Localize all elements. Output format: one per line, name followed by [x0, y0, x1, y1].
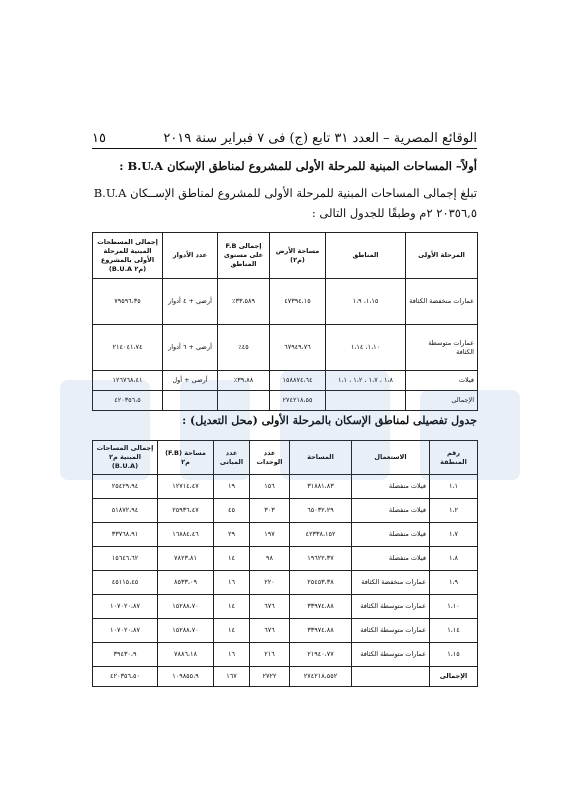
table-row: [93, 619, 478, 643]
table-cell: عمارات متوسطة الكثافة: [352, 643, 430, 667]
table-cell: ٢٩: [214, 523, 250, 547]
table-cell: [326, 391, 406, 411]
table-row: [93, 325, 478, 371]
table-cell: ١٦: [214, 643, 250, 667]
table-cell: ٤٥: [214, 499, 250, 523]
table-header-cell: عدد الوحدات: [250, 441, 290, 475]
table-cell: ١٥٨٨٧٤،٦٤: [270, 371, 326, 391]
table-cell: ١،٧: [430, 523, 478, 547]
table-cell: ١،٨ ، ١،٧ ، ١،٢ ، ١،١: [326, 371, 406, 391]
table-row: [93, 595, 478, 619]
table-cell: ١٠٧٠٢٠،٨٧: [93, 595, 158, 619]
table-cell: ١٠٩٨٥٥،٩: [158, 667, 214, 687]
table-cell: ٧٨٨٦،١٨: [158, 643, 214, 667]
table-row: [93, 571, 478, 595]
table-cell: ٤٥١١٥،٤٥: [93, 571, 158, 595]
table-header-cell: رقم المنطقة: [430, 441, 478, 475]
table-cell: ١،١٤: [430, 619, 478, 643]
table-cell: ٢١٦: [250, 643, 290, 667]
table-header-cell: مساحة الأرض (م٢): [270, 233, 326, 279]
table-cell: ٢١٤٠٤١،٧٤: [93, 325, 163, 371]
table-cell: ٦٥٠٣٢،٢٩: [290, 499, 352, 523]
table-cell: ٩٨: [250, 547, 290, 571]
table-header-row: [93, 233, 478, 279]
table-cell: ٢٥٤٥٣،٣٨: [290, 571, 352, 595]
table-cell: ١،٨: [430, 547, 478, 571]
table-cell: عمارات متوسطة الكثافة: [406, 325, 478, 371]
table-cell: ١،٩: [430, 571, 478, 595]
table-cell: ١٥٦٤٦،٦٢: [93, 547, 158, 571]
table-cell: عمارات متوسطة الكثافة: [352, 619, 430, 643]
table-cell: ١٤: [214, 595, 250, 619]
table-cell: ٣٣،٥٨٩٪: [218, 279, 270, 325]
table-cell: ٢٧٤٢١٨،٥٥٢: [290, 667, 352, 687]
table-header-cell: مساحة (F.B) م٢: [158, 441, 214, 475]
table-cell: ٦٧٦: [250, 619, 290, 643]
table-cell: ١٤: [214, 547, 250, 571]
table-row: [93, 547, 478, 571]
table-cell: ١،١٥: [430, 643, 478, 667]
table-cell: ٧٩٥٩٦،٣٥: [93, 279, 163, 325]
table-cell: ٣٩٤٣٠،٩: [93, 643, 158, 667]
table-cell: ١٢٧١٤،٤٧: [158, 475, 214, 499]
table-cell: الإجمالى: [406, 391, 478, 411]
table-cell: [163, 391, 218, 411]
table-cell: ٤٥٪: [218, 325, 270, 371]
table-cell: ١،١٥، ١،٩: [326, 279, 406, 325]
housing-zones-detail-table: [92, 440, 478, 687]
table-cell: ٢٧٢٢: [250, 667, 290, 687]
table-cell: عمارات منخفضة الكثافة: [352, 571, 430, 595]
table-cell: ٥١٨٧٢،٩٤: [93, 499, 158, 523]
table-row: [93, 523, 478, 547]
table-cell: ١،١٠: [430, 595, 478, 619]
table-cell: ١٦: [214, 571, 250, 595]
running-header: [92, 126, 477, 146]
table-cell: ١،١: [430, 475, 478, 499]
table-cell: ٣٩،٨٨٪: [218, 371, 270, 391]
table-cell: أرضى + ٦ أدوار: [163, 325, 218, 371]
table-cell: فيلات: [406, 371, 478, 391]
table-header-cell: المرحلة الأولى: [406, 233, 478, 279]
table-cell: ١،٢: [430, 499, 478, 523]
table-cell: ١٥٦: [250, 475, 290, 499]
section1-heading: أولاً– المساحات المبنية للمرحلة الأولى للمشروع لمناطق الإسكان B.U.A :: [119, 159, 477, 173]
table-cell: الإجمالى: [430, 667, 478, 687]
table-cell: ٦٧٩٤٩،٧٦: [270, 325, 326, 371]
table-cell: ٦٧٦: [250, 595, 290, 619]
page-number: ١٥: [92, 131, 106, 146]
table-cell: [218, 391, 270, 411]
table-cell: ١٦٨٨٤،٤٦: [158, 523, 214, 547]
table-cell: عمارات منخفضة الكثافة: [406, 279, 478, 325]
header-rule: [92, 148, 477, 149]
table-header-cell: إجمالى F.B على مستوى المناطق: [218, 233, 270, 279]
table-cell: ١٥٢٨٨،٧٠: [158, 619, 214, 643]
table-cell: ١٤: [214, 619, 250, 643]
table-header-cell: عدد المبانى: [214, 441, 250, 475]
table-header-cell: عدد الأدوار: [163, 233, 218, 279]
table-cell: ٧٨٢٣،٨١: [158, 547, 214, 571]
table-header-cell: المناطق: [326, 233, 406, 279]
table-row: [93, 643, 478, 667]
table-row: [93, 279, 478, 325]
table-cell: ١٥٢٨٨،٧٠: [158, 595, 214, 619]
table-cell: ٣٣٧٦٨،٩١: [93, 523, 158, 547]
table-total-row: [93, 391, 478, 411]
section2-heading: جدول تفصيلى لمناطق الإسكان بالمرحلة الأولى (محل التعديل) :: [182, 414, 477, 427]
table-header-cell: إجمالى المساحات المبنية م٢ (B.U.A): [93, 441, 158, 475]
table-total-row: [93, 667, 478, 687]
table-cell: ١٩٦٢٢،٣٧: [290, 547, 352, 571]
running-title: الوقائع المصرية – العدد ٣١ تابع (ج) فى ٧ فبراير سنة ٢٠١٩: [163, 131, 477, 146]
table-cell: ٢٧٤٢١٨،٥٥: [270, 391, 326, 411]
table-header-row: [93, 441, 478, 475]
table-cell: ٤٢٠٣٥٦،٥٠: [93, 667, 158, 687]
table-cell: ٣٣٩٧٤،٨٨: [290, 595, 352, 619]
table-cell: ٤٢٠٣٥٦،٥: [93, 391, 163, 411]
table-header-cell: إجمالى المسطحات المبنية للمرحلة الأولى بالمشروع (م٢ B.U.A): [93, 233, 163, 279]
table-cell: عمارات متوسطة الكثافة: [352, 595, 430, 619]
table-row: [93, 499, 478, 523]
table-cell: ٢٢٠: [250, 571, 290, 595]
table-cell: فيلات منفصلة: [352, 523, 430, 547]
table-cell: [352, 667, 430, 687]
table-cell: ١،١٠، ١،١٤: [326, 325, 406, 371]
table-cell: ٢٥٤٢٩،٩٤: [93, 475, 158, 499]
table-cell: ٨٥٣٣،٠٩: [158, 571, 214, 595]
table-cell: فيلات منفصلة: [352, 547, 430, 571]
table-cell: ٢١٩٤٠،٧٧: [290, 643, 352, 667]
table-cell: فيلات منفصلة: [352, 499, 430, 523]
table-cell: ١٩: [214, 475, 250, 499]
table-cell: ١٩٧: [250, 523, 290, 547]
table-cell: ٤٧٣٩٤،١٥: [270, 279, 326, 325]
table-cell: أرضى + ٤ أدوار: [163, 279, 218, 325]
table-cell: ٣٠٣: [250, 499, 290, 523]
table-cell: ١٢٦٧٦٨،٤١: [93, 371, 163, 391]
table-cell: ٢٥٩٣٦،٤٧: [158, 499, 214, 523]
built-area-summary-table: [92, 232, 478, 411]
table-cell: ١٠٧٠٢٠،٨٧: [93, 619, 158, 643]
table-cell: ١٦٧: [214, 667, 250, 687]
table-header-cell: المساحة: [290, 441, 352, 475]
table-cell: ٤٢٣٣٨،١٥٢: [290, 523, 352, 547]
table-cell: فيلات منفصلة: [352, 475, 430, 499]
table-cell: ٣٣٩٧٤،٨٨: [290, 619, 352, 643]
table-cell: أرضى + أول: [163, 371, 218, 391]
table-header-cell: الاستعمال: [352, 441, 430, 475]
table-cell: ٣١٨٨١،٨٣: [290, 475, 352, 499]
section1-paragraph: تبلغ إجمالى المساحات المبنية للمرحلة الأولى للمشروع لمناطق الإســكان B.U.A ٢٠٣٥٦,٥ ٢م وطبقًا للجدول التالى :: [93, 186, 477, 220]
table-row: [93, 475, 478, 499]
table-row: [93, 371, 478, 391]
